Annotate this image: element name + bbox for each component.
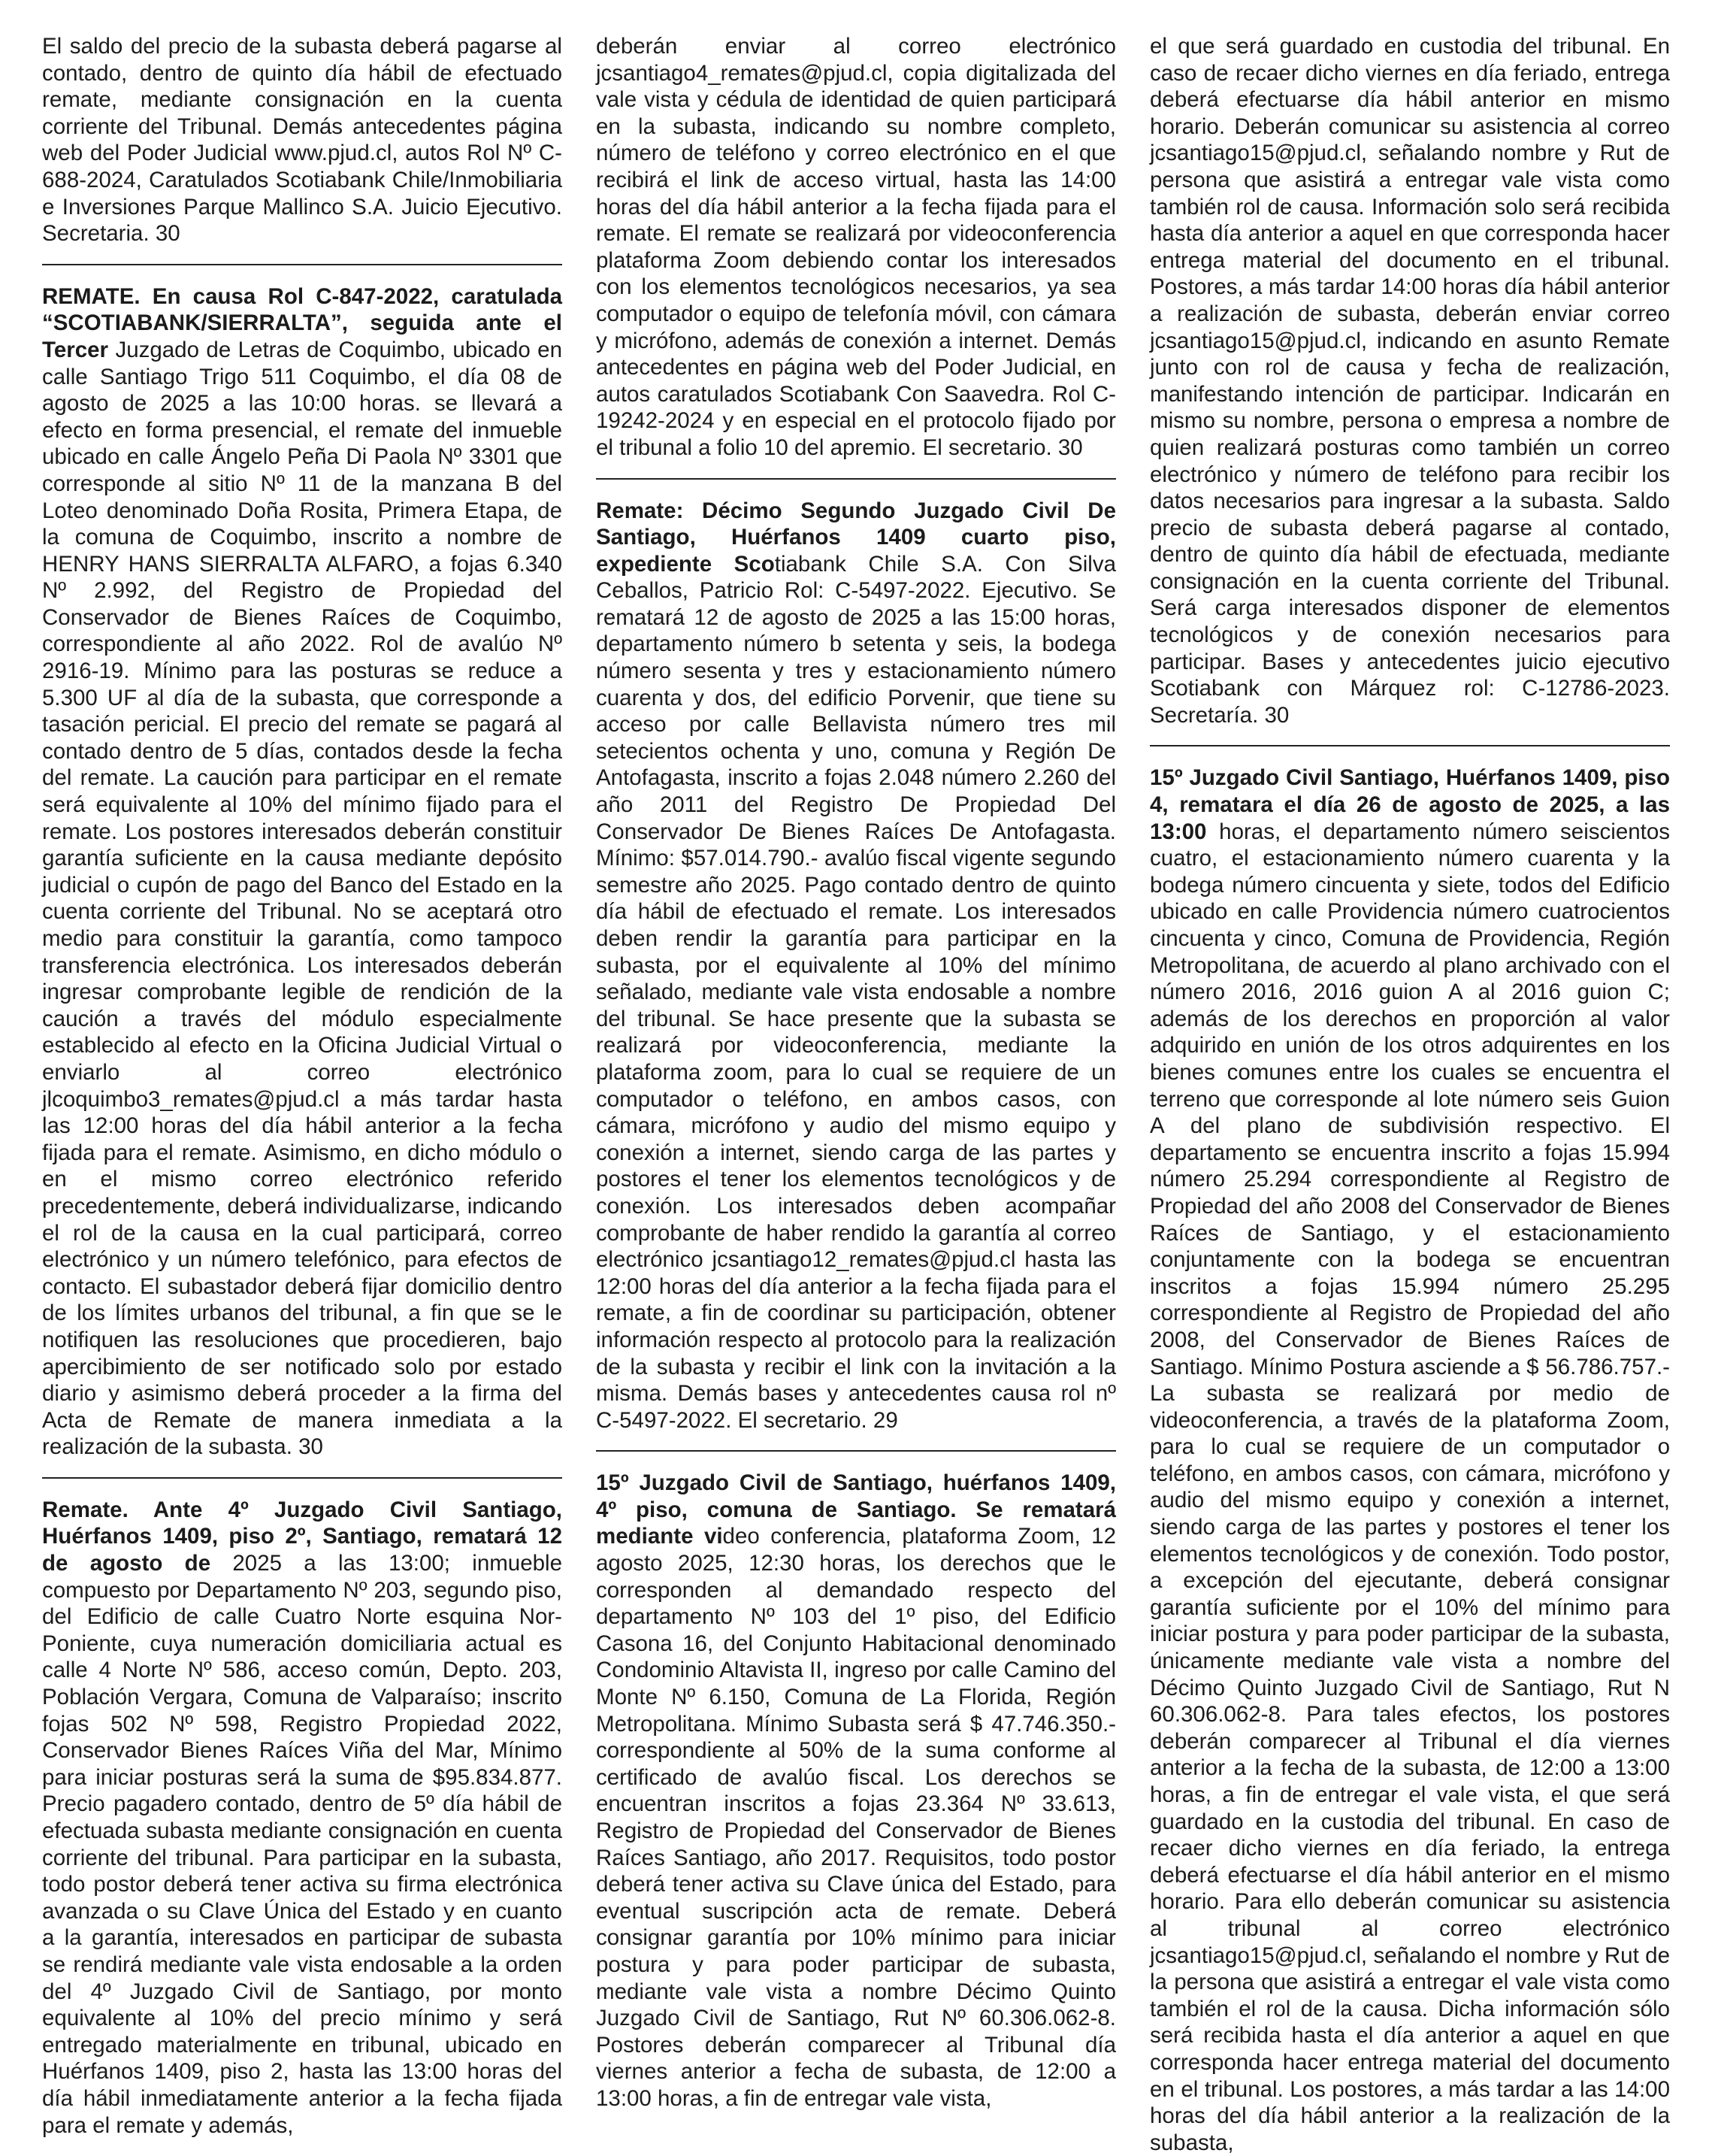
notice-heading: Remate. Ante 4º Juzgado Civil Santiago, Huérfanos 1409, piso 2º, Santiago, rematará 12 de agosto de	[42, 1497, 562, 1576]
notice-1-1	[42, 33, 562, 247]
notice-body: deberán enviar al correo electrónico jcsantiago4_remates@pjud.cl, copia digitalizada del vale vista y cédula de identidad de quien participará en la subasta, indicando su nombre completo, número de teléfono y correo electrónico en el que recibirá el link de acceso virtual, hasta las 14:00 horas del día hábil anterior a la fecha fijada para el remate. El remate se realizará por videoconferencia plataforma Zoom debiendo contar los interesados con los elementos tecnológicos necesarios, ya sea computador o equipo de telefonía móvil, con cámara y micrófono, además de conexión a internet. Demás antecedentes en página web del Poder Judicial, en autos caratulados Scotiabank Con Saavedra. Rol C-19242-2024 y en especial en el protocolo fijado por el tribunal a folio 10 del apremio. El secretario. 30	[596, 34, 1116, 460]
notice-body: deo conferencia, plataforma Zoom, 12 agosto 2025, 12:30 horas, los derechos que le corresponden al demandado respecto del departamento Nº 103 del 1º piso, del Edificio Casona 16, del Conjunto Habitacional denominado Condominio Altavista II, ingreso por calle Camino del Monte Nº 6.150, Comuna de La Florida, Región Metropolitana. Mínimo Subasta será $ 47.746.350.- correspondiente al 50% de la suma conforme al certificado de avalúo fiscal. Los derechos se encuentran inscritos a fojas 23.364 Nº 33.613, Registro de Propiedad del Conservador de Bienes Raíces Santiago, año 2017. Requisitos, todo postor deberá tener activa su Clave única del Estado, para eventual suscripción acta de remate. Deberá consignar garantía por 10% mínimo para iniciar postura y para poder participar de subasta, mediante vale vista a nombre Décimo Quinto Juzgado Civil de Santiago, Rut Nº 60.306.062-8. Postores deberán comparecer al Tribunal día viernes anterior a fecha de subasta, de 12:00 a 13:00 horas, a fin de entregar vale vista,	[596, 1524, 1116, 2111]
notice-body: Juzgado de Letras de Coquimbo, ubicado en calle Santiago Trigo 511 Coquimbo, el día 08 de agosto de 2025 a las 10:00 horas. se llevará a efecto en forma presencial, el remate del inmueble ubicado en calle Ángelo Peña Di Paola Nº 3301 que corresponde al sitio Nº 11 de la manzana B del Loteo denominado Doña Rosita, Primera Etapa, de la comuna de Coquimbo, inscrito a nombre de HENRY HANS SIERRALTA ALFARO, a fojas 6.340 Nº 2.992, del Registro de Propiedad del Conservador de Bienes Raíces de Coquimbo, correspondiente al año 2022. Rol de avalúo Nº 2916-19. Mínimo para las posturas se reduce a 5.300 UF al día de la subasta, que corresponde a tasación pericial. El precio del remate se pagará al contado dentro de 5 días, contados desde la fecha del remate. La caución para participar en el remate será equivalente al 10% del mínimo fijado para el remate. Los postores interesados deberán constituir garantía suficiente en la causa mediante depósito judicial o cupón de pago del Banco del Estado en la cuenta corriente del Tribunal. No se aceptará otro medio para constituir la garantía, como tampoco transferencia electrónica. Los interesados deberán ingresar comprobante legible de rendición de la caución a través del módulo especialmente establecido al efecto en la Oficina Judicial Virtual o enviarlo al correo electrónico jlcoquimbo3_remates@pjud.cl a más tardar hasta las 12:00 horas del día hábil anterior a la fecha fijada para el remate. Asimismo, en dicho módulo o en el mismo correo electrónico referido precedentemente, deberá individualizarse, indicando el rol de la causa en la cual participará, correo electrónico y un número telefónico, para efectos de contacto. El subastador deberá fijar domicilio dentro de los límites urbanos del tribunal, a fin que se le notifiquen las resoluciones que procedieren, bajo apercibimiento de ser notificado solo por estado diario y asimismo deberá proceder a la firma del Acta de Remate de manera inmediata a la realización de la subasta. 30	[42, 337, 562, 1460]
notice-text	[596, 33, 1116, 462]
divider-rule	[42, 1477, 562, 1479]
notice-text	[1150, 33, 1670, 728]
divider-rule	[596, 1450, 1116, 1452]
notice-text	[596, 1470, 1116, 2112]
divider-rule	[596, 478, 1116, 480]
divider-rule	[1150, 745, 1670, 746]
notice-heading: REMATE. En causa Rol C-847-2022, caratulada “SCOTIABANK/SIERRALTA”, seguida ante el Tercer	[42, 283, 562, 362]
notice-body: 2025 a las 13:00; inmueble compuesto por Departamento Nº 203, segundo piso, del Edificio de calle Cuatro Norte esquina Nor-Poniente, cuya numeración domiciliaria actual es calle 4 Norte Nº 586, acceso común, Depto. 203, Población Vergara, Comuna de Valparaíso; inscrito fojas 502 Nº 598, Registro Propiedad 2022, Conservador Bienes Raíces Viña del Mar, Mínimo para iniciar posturas será la suma de $95.834.877. Precio pagadero contado, dentro de 5º día hábil de efectuada subasta mediante consignación en cuenta corriente del tribunal. Para participar en la subasta, todo postor deberá tener activa su firma electrónica avanzada o su Clave Única del Estado y en cuanto a la garantía, interesados en participar de subasta se rendirá mediante vale vista endosable a la orden del 4º Juzgado Civil de Santiago, por monto equivalente al 10% del precio mínimo y será entregado materialmente en tribunal, ubicado en Huérfanos 1409, piso 2, hasta las 13:00 horas del día hábil inmediatamente anterior a la fecha fijada para el remate y además,	[42, 1551, 562, 2138]
notice-text	[42, 283, 562, 1461]
notice-text	[596, 498, 1116, 1434]
notice-1-3	[42, 1497, 562, 2139]
notice-heading: 15º Juzgado Civil de Santiago, huérfanos 1409, 4º piso, comuna de Santiago. Se rematará mediante vi	[596, 1470, 1116, 1549]
notice-text	[42, 1497, 562, 2139]
notice-2-1	[596, 33, 1116, 462]
notice-2-3	[596, 1470, 1116, 2112]
divider-rule	[42, 264, 562, 265]
notice-heading: 15º Juzgado Civil Santiago, Huérfanos 1409, piso 4, rematara el día 26 de agosto de 2025, a las 13:00	[1150, 765, 1670, 844]
notice-3-1	[1150, 33, 1670, 728]
notice-text	[42, 33, 562, 247]
notice-text	[1150, 765, 1670, 2156]
notice-body: horas, el departamento número seiscientos cuatro, el estacionamiento número cuarenta y la bodega número cincuenta y siete, todos del Edificio ubicado en calle Providencia número cuatrocientos cincuenta y cinco, Comuna de Providencia, Región Metropolitana, de acuerdo al plano archivado con el número 2016, 2016 guion A al 2016 guion C; además de los derechos en proporción al valor adquirido en unión de los otros adquirentes en los bienes comunes entre los cuales se encuentra el terreno que corresponde al lote número seis Guion A del plano de subdivisión respectivo. El departamento se encuentra inscrito a fojas 15.994 número 25.294 correspondiente al Registro de Propiedad del año 2008 del Conservador de Bienes Raíces de Santiago, y el estacionamiento conjuntamente con la bodega se encuentran inscritos a fojas 15.994 número 25.295 correspondiente al Registro de Propiedad del año 2008, del Conservador de Bienes Raíces de Santiago. Mínimo Postura asciende a $ 56.786.757.- La subasta se realizará por medio de videoconferencia, a través de la plataforma Zoom, para lo cual se requiere de un computador o teléfono, en ambos casos, con cámara, micrófono y audio del mismo equipo y conexión a internet, siendo carga de las partes y postores el tener los elementos tecnológicos y de conexión. Todo postor, a excepción del ejecutante, deberá consignar garantía suficiente por el 10% del mínimo para iniciar postura y para poder participar de la subasta, únicamente mediante vale vista a nombre del Décimo Quinto Juzgado Civil de Santiago, Rut N 60.306.062-8. Para tales efectos, los postores deberán comparecer al Tribunal el día viernes anterior a la fecha de la subasta, de 12:00 a 13:00 horas, a fin de entregar el vale vista, el que será guardado en la custodia del tribunal. En caso de recaer dicho viernes en día feriado, la entrega deberá efectuarse el día hábil anterior en el mismo horario. Para ello deberán comunicar su asistencia al tribunal al correo electrónico jcsantiago15@pjud.cl, señalando el nombre y Rut de la persona que asistirá a entregar el vale vista como también el rol de la causa. Dicha información sólo será recibida hasta el día anterior a aquel en que corresponda hacer entrega material del documento en el tribunal. Los postores, a más tardar a las 14:00 horas del día hábil anterior a la realización de la subasta,	[1150, 819, 1670, 2155]
notice-2-2	[596, 498, 1116, 1434]
notice-body: El saldo del precio de la subasta deberá pagarse al contado, dentro de quinto día hábil de efectuado remate, mediante consignación en la cuenta corriente del Tribunal. Demás antecedentes página web del Poder Judicial www.pjud.cl, autos Rol Nº C-688-2024, Caratulados Scotiabank Chile/Inmobiliaria e Inversiones Parque Mallinco S.A. Juicio Ejecutivo. Secretaria. 30	[42, 34, 562, 247]
column-1	[42, 33, 562, 2138]
notice-body: el que será guardado en custodia del tribunal. En caso de recaer dicho viernes en día feriado, entrega deberá efectuarse día hábil anterior en mismo horario. Deberán comunicar su asistencia al correo jcsantiago15@pjud.cl, señalando nombre y Rut de persona que asistirá a entregar vale vista como también rol de causa. Información solo será recibida hasta día anterior a aquel en que corresponda hacer entrega material del documento en el tribunal. Postores, a más tardar 14:00 horas día hábil anterior a realización de subasta, deberán enviar correo jcsantiago15@pjud.cl, indicando en asunto Remate junto con rol de causa y fecha de realización, manifestando intención de participar. Indicarán en mismo su nombre, persona o empresa a nombre de quien realizará posturas como también un correo electrónico y número de teléfono para recibir los datos necesarios para ingresar a la subasta. Saldo precio de subasta deberá pagarse al contado, dentro de quinto día hábil de efectuada, mediante consignación en la cuenta corriente del Tribunal. Será carga interesados disponer de elementos tecnológicos y de conexión necesarios para participar. Bases y antecedentes juicio ejecutivo Scotiabank con Márquez rol: C-12786-2023. Secretaría. 30	[1150, 34, 1670, 728]
notice-3-2	[1150, 765, 1670, 2156]
notice-1-2	[42, 283, 562, 1461]
column-2	[596, 33, 1116, 2111]
notice-heading: Remate: Décimo Segundo Juzgado Civil De Santiago, Huérfanos 1409 cuarto piso, expediente Sco	[596, 498, 1116, 577]
notice-body: tiabank Chile S.A. Con Silva Ceballos, Patricio Rol: C-5497-2022. Ejecutivo. Se rematará 12 de agosto de 2025 a las 15:00 horas, departamento número b setenta y seis, la bodega número sesenta y tres y estacionamiento número cuarenta y dos, del edificio Porvenir, que tiene su acceso por calle Bellavista número tres mil setecientos ochenta y uno, comuna y Región De Antofagasta, inscrito a fojas 2.048 número 2.260 del año 2011 del Registro De Propiedad Del Conservador De Bienes Raíces De Antofagasta. Mínimo: $57.014.790.- avalúo fiscal vigente segundo semestre año 2025. Pago contado dentro de quinto día hábil de efectuado el remate. Los interesados deben rendir la garantía para participar en la subasta, por el equivalente al 10% del mínimo señalado, mediante vale vista endosable a nombre del tribunal. Se hace presente que la subasta se realizará por videoconferencia, mediante la plataforma zoom, para lo cual se requiere de un computador o teléfono, en ambos casos, con cámara, micrófono y audio del mismo equipo y conexión a internet, siendo carga de las partes y postores el tener los elementos tecnológicos y de conexión. Los interesados deben acompañar comprobante de haber rendido la garantía al correo electrónico jcsantiago12_remates@pjud.cl hasta las 12:00 horas del día anterior a la fecha fijada para el remate, a fin de coordinar su participación, obtener información respecto al protocolo para la realización de la subasta y recibir el link con la invitación a la misma. Demás bases y antecedentes causa rol nº C-5497-2022. El secretario. 29	[596, 551, 1116, 1433]
column-3	[1150, 33, 1670, 2155]
